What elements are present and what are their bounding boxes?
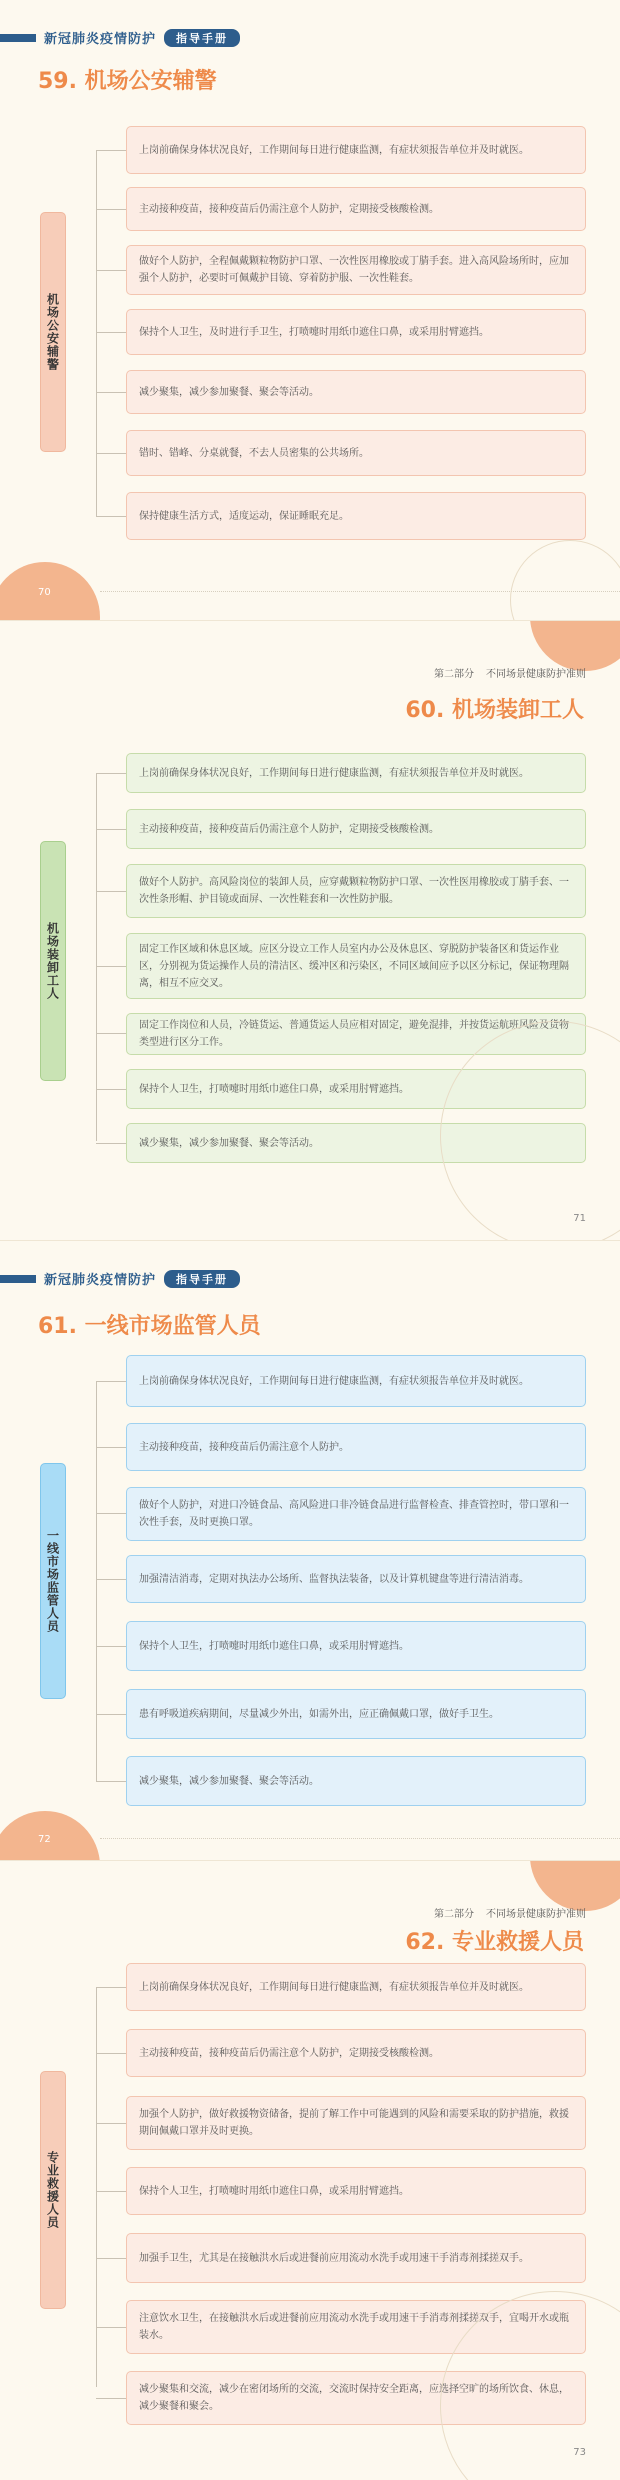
list-item: 保持健康生活方式，适度运动，保证睡眠充足。: [126, 492, 586, 540]
handbook-title: 新冠肺炎疫情防护: [44, 1273, 157, 1288]
tree-branch: [96, 1646, 126, 1647]
breadcrumb: 第二部分 不同场景健康防护准则: [434, 669, 586, 680]
tree-branch: [96, 1089, 126, 1090]
role-label: 专业救援人员: [40, 2071, 66, 2309]
header-bar: [0, 1275, 36, 1283]
list-item: 做好个人防护，全程佩戴颗粒物防护口罩、一次性医用橡胶或丁腈手套。进入高风险场所时，应加强个人防护，必要时可佩戴护目镜、穿着防护服、一次性鞋套。: [126, 245, 586, 295]
tree-branch: [96, 150, 126, 151]
list-item: 减少聚集，减少参加聚餐、聚会等活动。: [126, 370, 586, 414]
page-number: 70: [38, 587, 51, 598]
list-item: 保持个人卫生，打喷嚏时用纸巾遮住口鼻，或采用肘臂遮挡。: [126, 1621, 586, 1671]
tree-branch: [96, 516, 126, 517]
list-item: 错时、错峰、分桌就餐，不去人员密集的公共场所。: [126, 430, 586, 476]
tree-branch: [96, 773, 126, 774]
page-62: [0, 1860, 620, 2480]
header-band: [0, 31, 260, 47]
list-item: 上岗前确保身体状况良好，工作期间每日进行健康监测，有症状须报告单位并及时就医。: [126, 1355, 586, 1407]
page-title: 62. 专业救援人员: [405, 1930, 584, 1955]
page-number: 73: [573, 2447, 586, 2458]
tree-branch: [96, 1513, 126, 1514]
tree-branch: [96, 1781, 126, 1782]
tree-trunk: [96, 1381, 97, 1781]
tree-branch: [96, 2258, 126, 2259]
page-number: 72: [38, 1834, 51, 1845]
tree-branch: [96, 1381, 126, 1382]
decor-arc: [510, 540, 620, 620]
list-item: 主动接种疫苗，接种疫苗后仍需注意个人防护，定期接受核酸检测。: [126, 809, 586, 849]
tree-branch: [96, 209, 126, 210]
list-item: 做好个人防护，对进口冷链食品、高风险进口非冷链食品进行监督检查、排查管控时，带口罩和一次性手套，及时更换口罩。: [126, 1487, 586, 1541]
page-60: [0, 620, 620, 1240]
breadcrumb: 第二部分 不同场景健康防护准则: [434, 1909, 586, 1920]
tree-branch: [96, 1143, 126, 1144]
list-item: 上岗前确保身体状况良好，工作期间每日进行健康监测，有症状须报告单位并及时就医。: [126, 126, 586, 174]
list-item: 上岗前确保身体状况良好，工作期间每日进行健康监测，有症状须报告单位并及时就医。: [126, 753, 586, 793]
tree-branch: [96, 332, 126, 333]
list-item: 保持个人卫生，打喷嚏时用纸巾遮住口鼻，或采用肘臂遮挡。: [126, 2167, 586, 2215]
tree-branch: [96, 966, 126, 967]
tree-branch: [96, 1714, 126, 1715]
list-item: 加强手卫生，尤其是在接触洪水后或进餐前应用流动水洗手或用速干手消毒剂揉搓双手。: [126, 2233, 586, 2283]
page-61: [0, 1240, 620, 1860]
list-item: 减少聚集和交流，减少在密闭场所的交流，交流时保持安全距离，应选择空旷的场所饮食、休息，减少聚餐和聚会。: [126, 2371, 586, 2425]
tree-branch: [96, 829, 126, 830]
list-item: 保持个人卫生，打喷嚏时用纸巾遮住口鼻，或采用肘臂遮挡。: [126, 1069, 586, 1109]
tree-trunk: [96, 150, 97, 516]
list-item: 加强个人防护，做好救援物资储备，提前了解工作中可能遇到的风险和需要采取的防护措施，救援期间佩戴口罩并及时更换。: [126, 2096, 586, 2150]
handbook-title: 新冠肺炎疫情防护: [44, 32, 157, 47]
tree-branch: [96, 2053, 126, 2054]
list-item: 保持个人卫生，及时进行手卫生，打喷嚏时用纸巾遮住口鼻，或采用肘臂遮挡。: [126, 309, 586, 355]
page-number: 71: [573, 1213, 586, 1224]
decor-orb: [530, 1860, 620, 1911]
tree-branch: [96, 2123, 126, 2124]
tree-branch: [96, 392, 126, 393]
header-bar: [0, 34, 36, 42]
tree-branch: [96, 2327, 126, 2328]
tree-branch: [96, 1033, 126, 1034]
handbook-badge: 指导手册: [164, 29, 240, 47]
page-title: 61. 一线市场监管人员: [38, 1314, 261, 1339]
tree-branch: [96, 891, 126, 892]
decor-dotline: [100, 1838, 620, 1839]
page-59: [0, 0, 620, 620]
list-item: 患有呼吸道疾病期间，尽量减少外出，如需外出，应正确佩戴口罩，做好手卫生。: [126, 1689, 586, 1739]
header-band: [0, 1272, 260, 1288]
tree-branch: [96, 1579, 126, 1580]
tree-branch: [96, 1987, 126, 1988]
decor-orb: [530, 620, 620, 671]
tree-branch: [96, 2191, 126, 2192]
list-item: 减少聚集，减少参加聚餐、聚会等活动。: [126, 1123, 586, 1163]
tree-branch: [96, 2398, 126, 2399]
list-item: 做好个人防护。高风险岗位的装卸人员，应穿戴颗粒物防护口罩、一次性医用橡胶或丁腈手套、一次性条形帽、护目镜或面屏、一次性鞋套和一次性防护服。: [126, 864, 586, 918]
list-item: 主动接种疫苗，接种疫苗后仍需注意个人防护，定期接受核酸检测。: [126, 187, 586, 231]
tree-branch: [96, 453, 126, 454]
list-item: 加强清洁消毒，定期对执法办公场所、监督执法装备，以及计算机键盘等进行清洁消毒。: [126, 1555, 586, 1603]
list-item: 上岗前确保身体状况良好，工作期间每日进行健康监测，有症状须报告单位并及时就医。: [126, 1963, 586, 2011]
role-label: 机场装卸工人: [40, 841, 66, 1081]
list-item: 固定工作岗位和人员，冷链货运、普通货运人员应相对固定，避免混排，并按货运航班风险及货物类型进行区分工作。: [126, 1013, 586, 1055]
list-item: 固定工作区域和休息区域。应区分设立工作人员室内办公及休息区、穿脱防护装备区和货运作业区，分别视为货运操作人员的清洁区、缓冲区和污染区，不同区域间应予以区分标记，保证物理隔离，相互不应交叉。: [126, 933, 586, 999]
tree-branch: [96, 1447, 126, 1448]
page-title: 59. 机场公安辅警: [38, 69, 217, 94]
list-item: 注意饮水卫生，在接触洪水后或进餐前应用流动水洗手或用速干手消毒剂揉搓双手，宜喝开水或瓶装水。: [126, 2300, 586, 2354]
role-label: 机场公安辅警: [40, 212, 66, 452]
list-item: 主动接种疫苗，接种疫苗后仍需注意个人防护。: [126, 1423, 586, 1471]
page-title: 60. 机场装卸工人: [405, 698, 584, 723]
tree-branch: [96, 270, 126, 271]
list-item: 主动接种疫苗，接种疫苗后仍需注意个人防护，定期接受核酸检测。: [126, 2029, 586, 2077]
handbook-badge: 指导手册: [164, 1270, 240, 1288]
list-item: 减少聚集，减少参加聚餐、聚会等活动。: [126, 1756, 586, 1806]
role-label: 一线市场监管人员: [40, 1463, 66, 1699]
